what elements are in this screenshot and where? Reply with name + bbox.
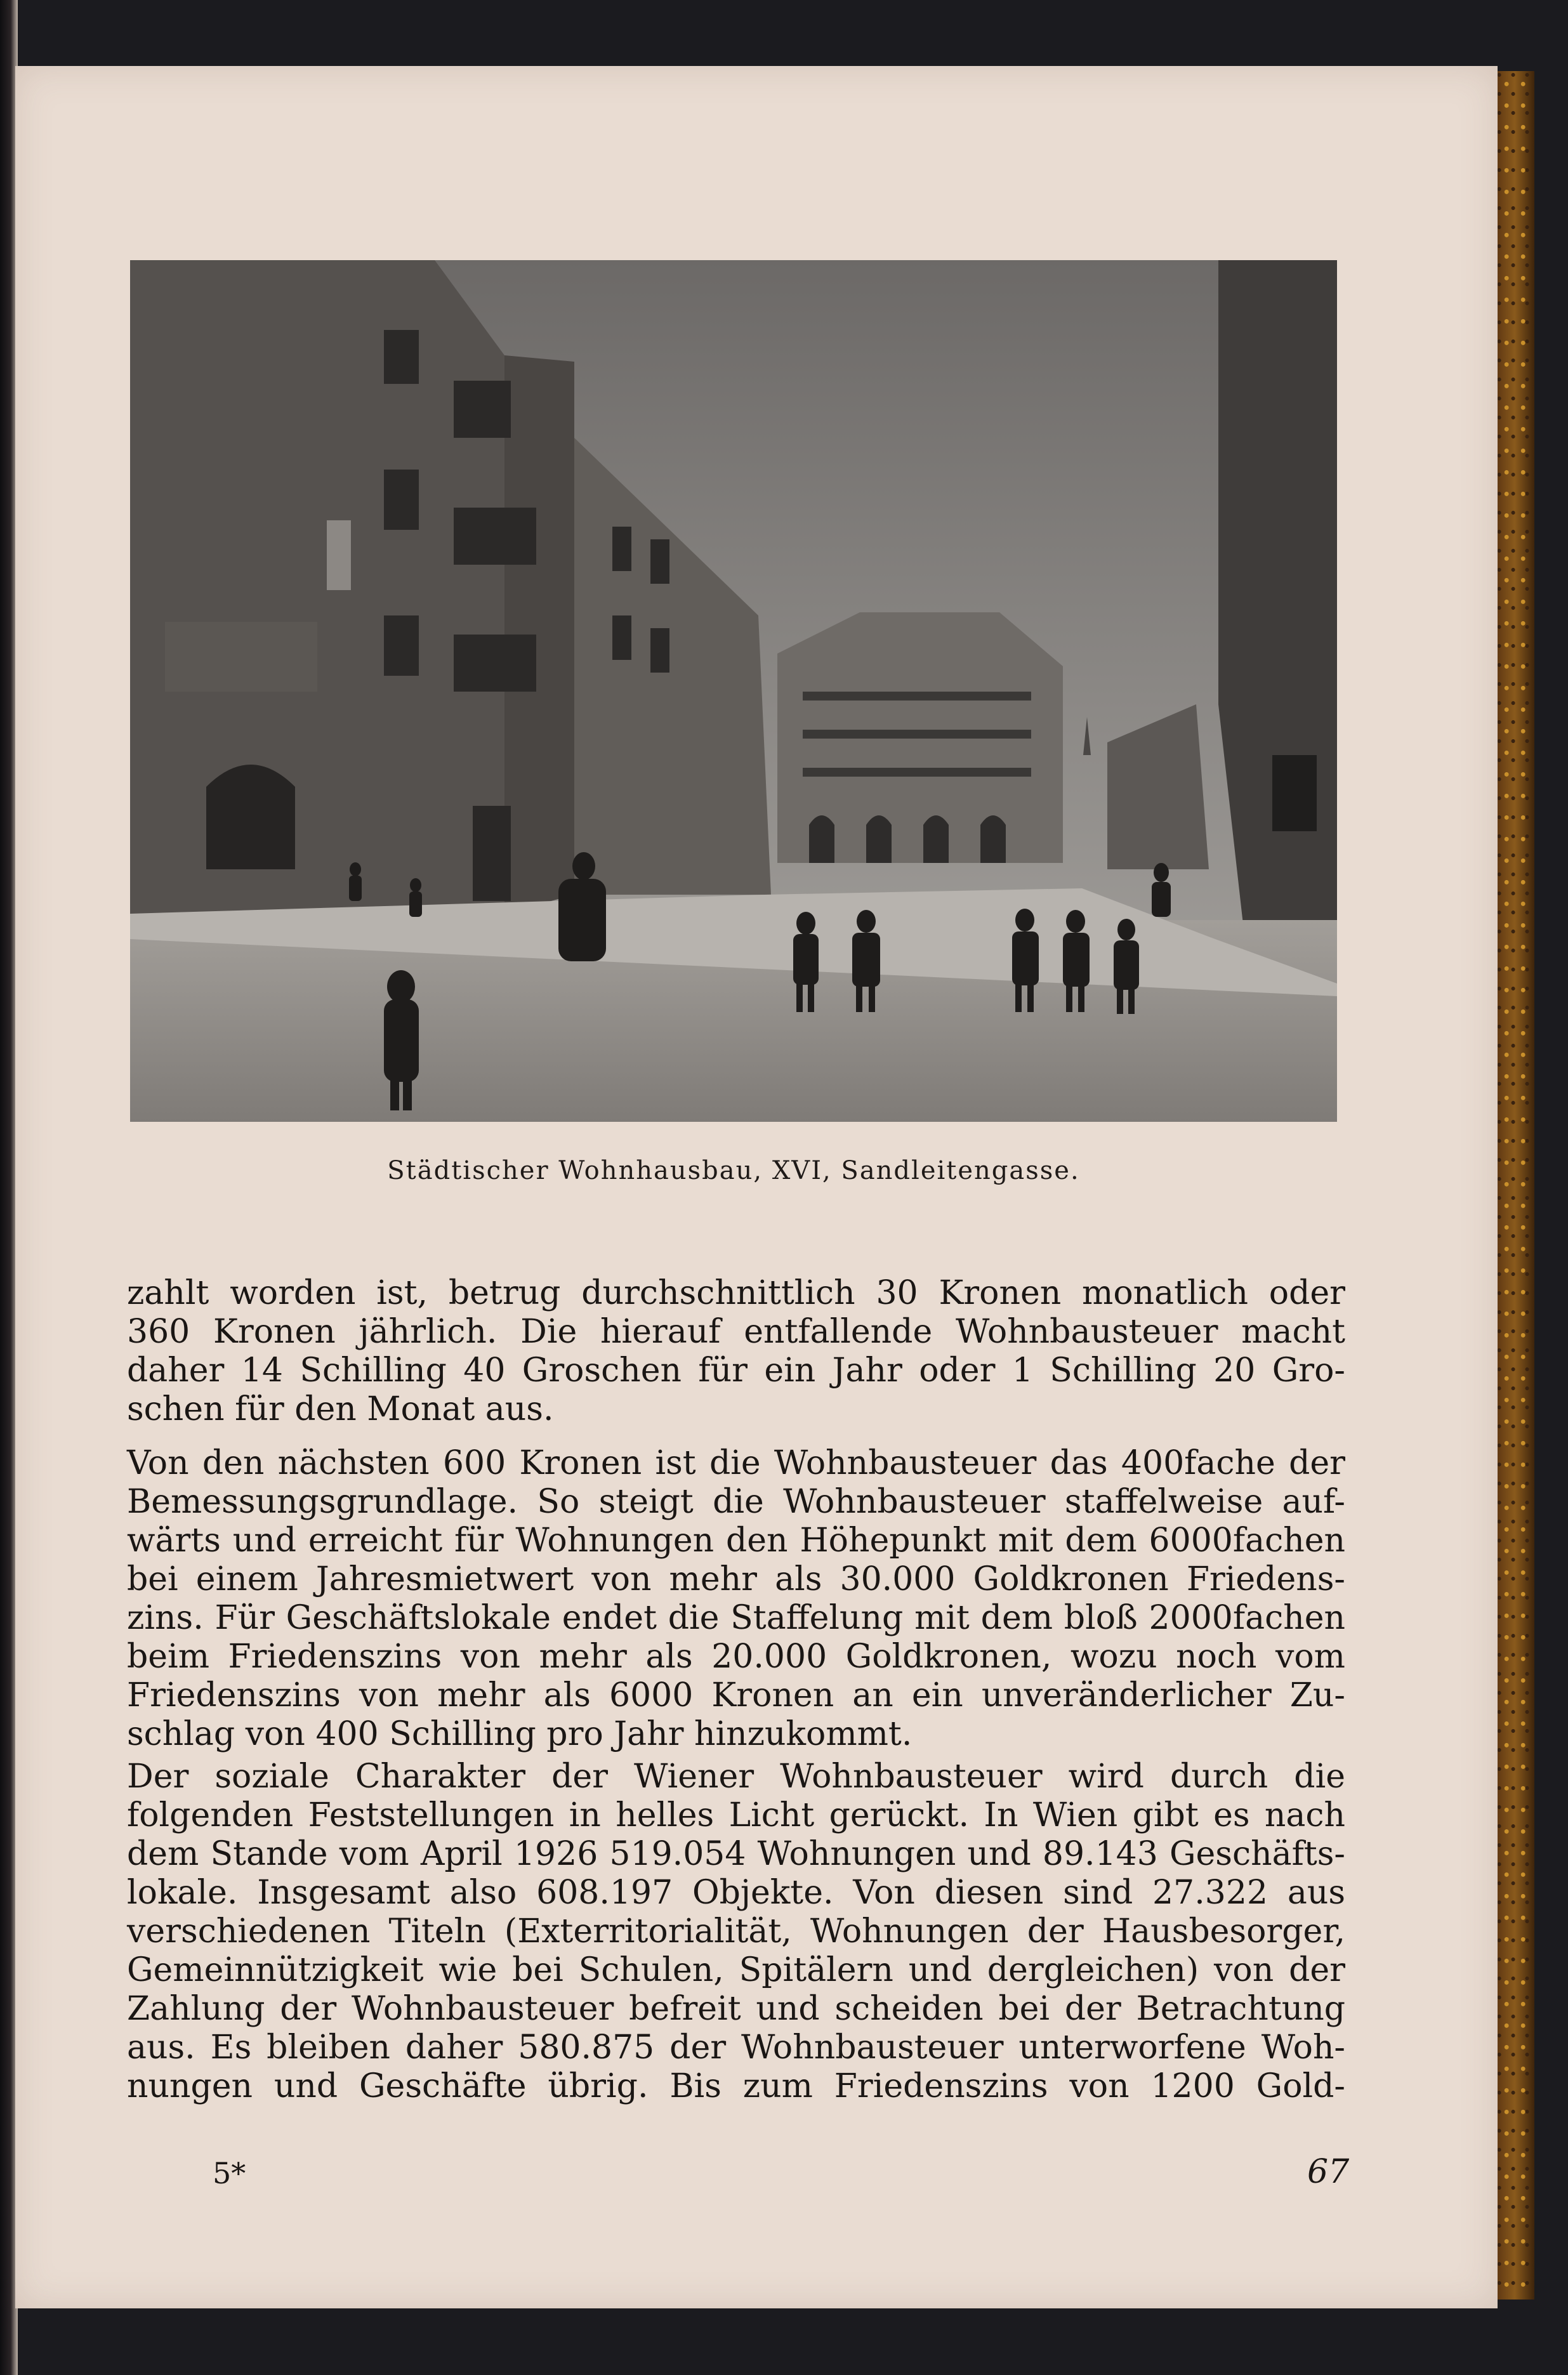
paragraph-2 [127, 1444, 1345, 1754]
photo-illustration [130, 260, 1337, 1122]
text-line: Zahlung der Wohnbausteuer befreit und scheiden bei der Betrachtung [127, 1990, 1345, 2028]
text-line: lokale. Insgesamt also 608.197 Objekte. Von diesen sind 27.322 aus [127, 1874, 1345, 1912]
arched-window [206, 765, 295, 869]
photo-caption: Städtischer Wohnhausbau, XVI, Sandleitengasse. [387, 1156, 1080, 1185]
street-photograph [130, 260, 1337, 1122]
text-line: Gemeinnützigkeit wie bei Schulen, Spitälern und dergleichen) von der [127, 1951, 1345, 1989]
text-line: schen für den Monat aus. [127, 1390, 554, 1428]
book-fore-edge [1495, 71, 1534, 2299]
wall-inscription-plaque [165, 622, 317, 692]
text-line: schlag von 400 Schilling pro Jahr hinzukommt. [127, 1715, 912, 1753]
text-line: Der soziale Charakter der Wiener Wohnbausteuer wird durch die [127, 1758, 1345, 1796]
text-line: zahlt worden ist, betrug durchschnittlich 30 Kronen monatlich oder [127, 1274, 1345, 1312]
text-line: dem Stande vom April 1926 519.054 Wohnungen und 89.143 Geschäfts- [127, 1835, 1345, 1873]
text-line: bei einem Jahresmietwert von mehr als 30.000 Goldkronen Friedens- [127, 1560, 1345, 1598]
text-line: 360 Kronen jährlich. Die hierauf entfallende Wohnbausteuer macht [127, 1313, 1345, 1351]
page-number: 67 [1307, 2153, 1350, 2191]
paragraph-3 [127, 1758, 1345, 2106]
text-line: wärts und erreicht für Wohnungen den Höhepunkt mit dem 6000fachen [127, 1522, 1345, 1560]
paragraph-1 [127, 1274, 1345, 1429]
corner-statue [327, 520, 351, 590]
text-line: Friedenszins von mehr als 6000 Kronen an ein unveränderlicher Zu- [127, 1676, 1345, 1714]
text-line: zins. Für Geschäftslokale endet die Staffelung mit dem bloß 2000fachen [127, 1599, 1345, 1637]
text-line: folgenden Feststellungen in helles Licht gerückt. In Wien gibt es nach [127, 1796, 1345, 1834]
right-building [1218, 260, 1337, 958]
text-line: nungen und Geschäfte übrig. Bis zum Friedenszins von 1200 Gold- [127, 2067, 1345, 2105]
text-line: Bemessungsgrundlage. So steigt die Wohnbausteuer staffelweise auf- [127, 1483, 1345, 1521]
text-line: Von den nächsten 600 Kronen ist die Wohnbausteuer das 400fache der [127, 1444, 1345, 1482]
text-line: aus. Es bleiben daher 580.875 der Wohnbausteuer unterworfene Woh- [127, 2029, 1345, 2067]
text-line: verschiedenen Titeln (Exterritorialität, Wohnungen der Hausbesorger, [127, 1912, 1345, 1951]
text-line: beim Friedenszins von mehr als 20.000 Goldkronen, wozu noch vom [127, 1638, 1345, 1676]
text-line: daher 14 Schilling 40 Groschen für ein Jahr oder 1 Schilling 20 Gro- [127, 1352, 1345, 1390]
corner-building [130, 260, 504, 914]
signature-mark: 5* [213, 2156, 246, 2190]
